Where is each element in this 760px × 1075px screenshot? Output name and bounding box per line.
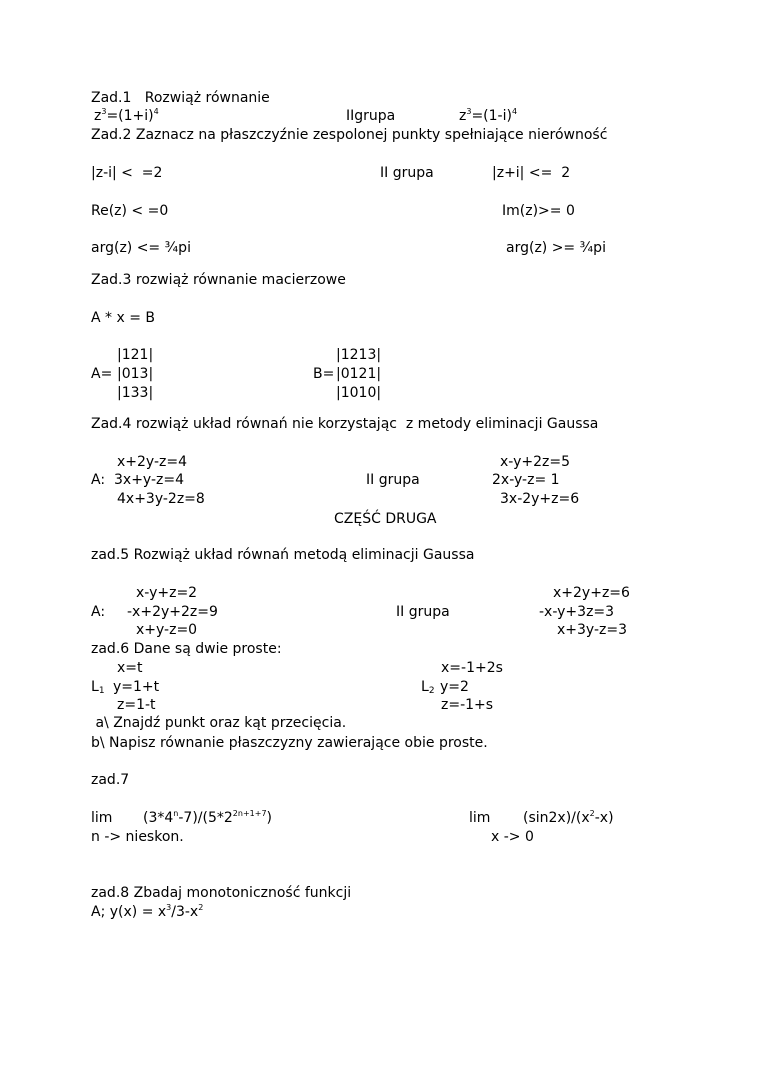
limit2-expression: $(\sin 2x)/(x^2-x)$ xyxy=(523,809,614,826)
zad5-left-equation: x-y+z=2 xyxy=(136,585,198,601)
zad2-row2-right: Im(z)>= 0 xyxy=(502,203,575,219)
zad4-left-equation: x+2y-z=4 xyxy=(117,454,187,470)
zad4-right-equation: 2x-y-z= 1 xyxy=(492,472,560,488)
limit1-lim: lim xyxy=(91,810,113,826)
matrix-b-row: |1213| xyxy=(336,347,382,363)
zad5-label: A: xyxy=(91,604,106,620)
zad5-left-equation: -x+2y+2z=9 xyxy=(127,604,218,620)
zad2-row3-right: arg(z) >= ¾pi xyxy=(506,240,606,256)
zad4-label: A: xyxy=(91,472,106,488)
zad8-heading: zad.8 Zbadaj monotoniczność funkcji xyxy=(91,885,352,901)
matrix-a-label: A= xyxy=(91,366,113,382)
zad4-left-equation: 3x+y-z=4 xyxy=(114,472,184,488)
line1-equation: x=t xyxy=(117,660,143,676)
line1-equation: y=1+t xyxy=(113,679,160,695)
zad5-right-equation: x+3y-z=3 xyxy=(557,622,627,638)
zad1-equation-group1: $z^3=(1+i)^4$ xyxy=(94,107,159,124)
zad7-heading: zad.7 xyxy=(91,772,130,788)
zad1-equation-group2: $z^3=(1-i)^4$ xyxy=(459,107,518,124)
line2-equation: z=-1+s xyxy=(441,697,494,713)
zad3-equation: A * x = B xyxy=(91,310,155,326)
matrix-a-row: |121| xyxy=(117,347,154,363)
matrix-a-row: |133| xyxy=(117,385,154,401)
zad4-heading: Zad.4 rozwiąż układ równań nie korzystając z metody eliminacji Gaussa xyxy=(91,416,599,432)
zad5-right-equation: -x-y+3z=3 xyxy=(539,604,615,620)
line2-equation: x=-1+2s xyxy=(441,660,503,676)
zad3-heading: Zad.3 rozwiąż równanie macierzowe xyxy=(91,272,346,288)
limit2-subscript: x -> 0 xyxy=(491,829,534,845)
zad5-right-equation: x+2y+z=6 xyxy=(553,585,630,601)
zad5-left-equation: x+y-z=0 xyxy=(136,622,198,638)
zad6-part-a: a\ Znajdź punkt oraz kąt przecięcia. xyxy=(91,715,347,731)
zad4-right-equation: 3x-2y+z=6 xyxy=(500,491,580,507)
zad4-right-equation: x-y+2z=5 xyxy=(500,454,570,470)
zad1-group-label: IIgrupa xyxy=(346,108,396,124)
line1-label: $L_1$ xyxy=(91,679,105,696)
line2-equation: y=2 xyxy=(440,679,469,695)
zad2-row2-left: Re(z) < =0 xyxy=(91,203,169,219)
zad6-heading: zad.6 Dane są dwie proste: xyxy=(91,641,282,657)
line2-label: $L_2$ xyxy=(421,679,435,696)
limit2-lim: lim xyxy=(469,810,491,826)
zad2-row1-right: |z+i| <= 2 xyxy=(492,165,571,181)
zad8-function: A; $y(x) = x^3/3-x^2$ xyxy=(91,903,204,920)
limit1-subscript: n -> nieskon. xyxy=(91,829,184,845)
zad1-heading: Zad.1 Rozwiąż równanie xyxy=(91,90,270,106)
matrix-b-row: |0121| xyxy=(336,366,382,382)
zad2-row1-left: |z-i| < =2 xyxy=(91,165,163,181)
zad2-heading: Zad.2 Zaznacz na płaszczyźnie zespolonej punkty spełniające nierówność xyxy=(91,127,608,143)
zad5-group-label: II grupa xyxy=(396,604,450,620)
matrix-b-label: B= xyxy=(313,366,335,382)
zad5-heading: zad.5 Rozwiąż układ równań metodą eliminacji Gaussa xyxy=(91,547,475,563)
zad4-left-equation: 4x+3y-2z=8 xyxy=(117,491,205,507)
limit1-expression: $(3*4^n-7)/(5*2^{2n+1+7})$ xyxy=(143,809,272,826)
matrix-b-row: |1010| xyxy=(336,385,382,401)
line1-equation: z=1-t xyxy=(117,697,156,713)
zad2-group-label: II grupa xyxy=(380,165,434,181)
zad6-part-b: b\ Napisz równanie płaszczyzny zawierające obie proste. xyxy=(91,735,488,751)
zad4-group-label: II grupa xyxy=(366,472,420,488)
part-two-heading: CZĘŚĆ DRUGA xyxy=(334,511,437,527)
matrix-a-row: |013| xyxy=(117,366,154,382)
zad2-row3-left: arg(z) <= ¾pi xyxy=(91,240,191,256)
